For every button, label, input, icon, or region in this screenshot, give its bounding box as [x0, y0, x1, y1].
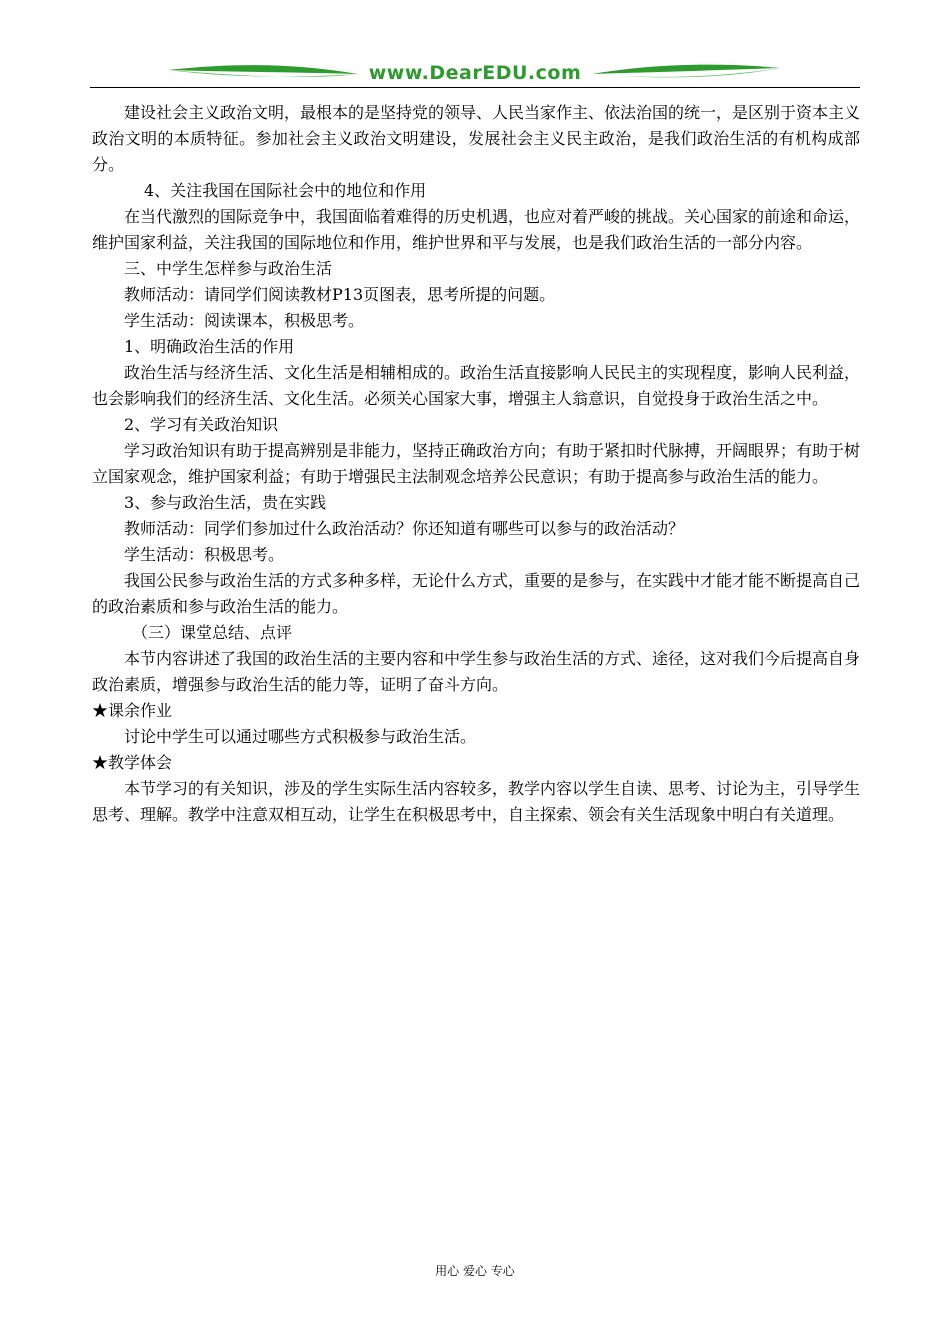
heading-point-1: 1、明确政治生活的作用 [124, 337, 295, 356]
page-header [90, 58, 860, 90]
paragraph-point-1: 政治生活与经济生活、文化生活是相辅相成的。政治生活直接影响人民民主的实现程度，影响人民利益，也会影响我们的经济生活、文化生活。必须关心国家大事，增强主人翁意识，自觉投身于政治生活之中。 [92, 363, 861, 408]
teacher-activity-1: 教师活动：请同学们阅读教材P13页图表，思考所提的问题。 [124, 285, 556, 304]
heading-homework: ★课余作业 [92, 701, 173, 720]
student-activity-1: 学生活动：阅读课本，积极思考。 [124, 311, 365, 330]
heading-summary: （三）课堂总结、点评 [132, 623, 293, 642]
heading-international-status: 4、关注我国在国际社会中的地位和作用 [144, 181, 427, 200]
paragraph-summary: 本节内容讲述了我国的政治生活的主要内容和中学生参与政治生活的方式、途径，这对我们今后提高自身政治素质，增强参与政治生活的能力等，证明了奋斗方向。 [92, 649, 861, 694]
heading-point-2: 2、学习有关政治知识 [124, 415, 279, 434]
paragraph-reflection: 本节学习的有关知识，涉及的学生实际生活内容较多，教学内容以学生自读、思考、讨论为主，引导学生思考、理解。教学中注意双相互动，让学生在积极思考中，自主探索、领会有关生活现象中明白有关道理。 [92, 779, 861, 824]
site-watermark[interactable]: www.DearEDU.com [368, 62, 582, 84]
heading-reflection: ★教学体会 [92, 753, 173, 772]
document-body [92, 100, 860, 828]
student-activity-2: 学生活动：积极思考。 [124, 545, 285, 564]
paragraph-point-3: 我国公民参与政治生活的方式多种多样，无论什么方式，重要的是参与，在实践中才能才能不断提高自己的政治素质和参与政治生活的能力。 [92, 571, 861, 616]
teacher-activity-2: 教师活动：同学们参加过什么政治活动？你还知道有哪些可以参与的政治活动？ [124, 519, 685, 538]
paragraph-homework: 讨论中学生可以通过哪些方式积极参与政治生活。 [124, 727, 477, 746]
heading-point-3: 3、参与政治生活，贵在实践 [124, 493, 327, 512]
paragraph-point-2: 学习政治知识有助于提高辨别是非能力，坚持正确政治方向；有助于紧扣时代脉搏，开阔眼界；有助于树立国家观念，维护国家利益；有助于增强民主法制观念培养公民意识；有助于提高参与政治生活的能力。 [92, 441, 861, 486]
header-divider [90, 87, 860, 88]
page-footer: 用心 爱心 专心 [435, 1264, 515, 1278]
paragraph-international: 在当代激烈的国际竞争中，我国面临着难得的历史机遇，也应对着严峻的挑战。关心国家的前途和命运，维护国家利益，关注我国的国际地位和作用，维护世界和平与发展，也是我们政治生活的一部分内容。 [92, 207, 861, 252]
paragraph-civilization: 建设社会主义政治文明，最根本的是坚持党的领导、人民当家作主、依法治国的统一，是区别于资本主义政治文明的本质特征。参加社会主义政治文明建设，发展社会主义民主政治，是我们政治生活的有机构成部分。 [92, 103, 861, 174]
heading-section-three: 三、中学生怎样参与政治生活 [124, 259, 333, 278]
